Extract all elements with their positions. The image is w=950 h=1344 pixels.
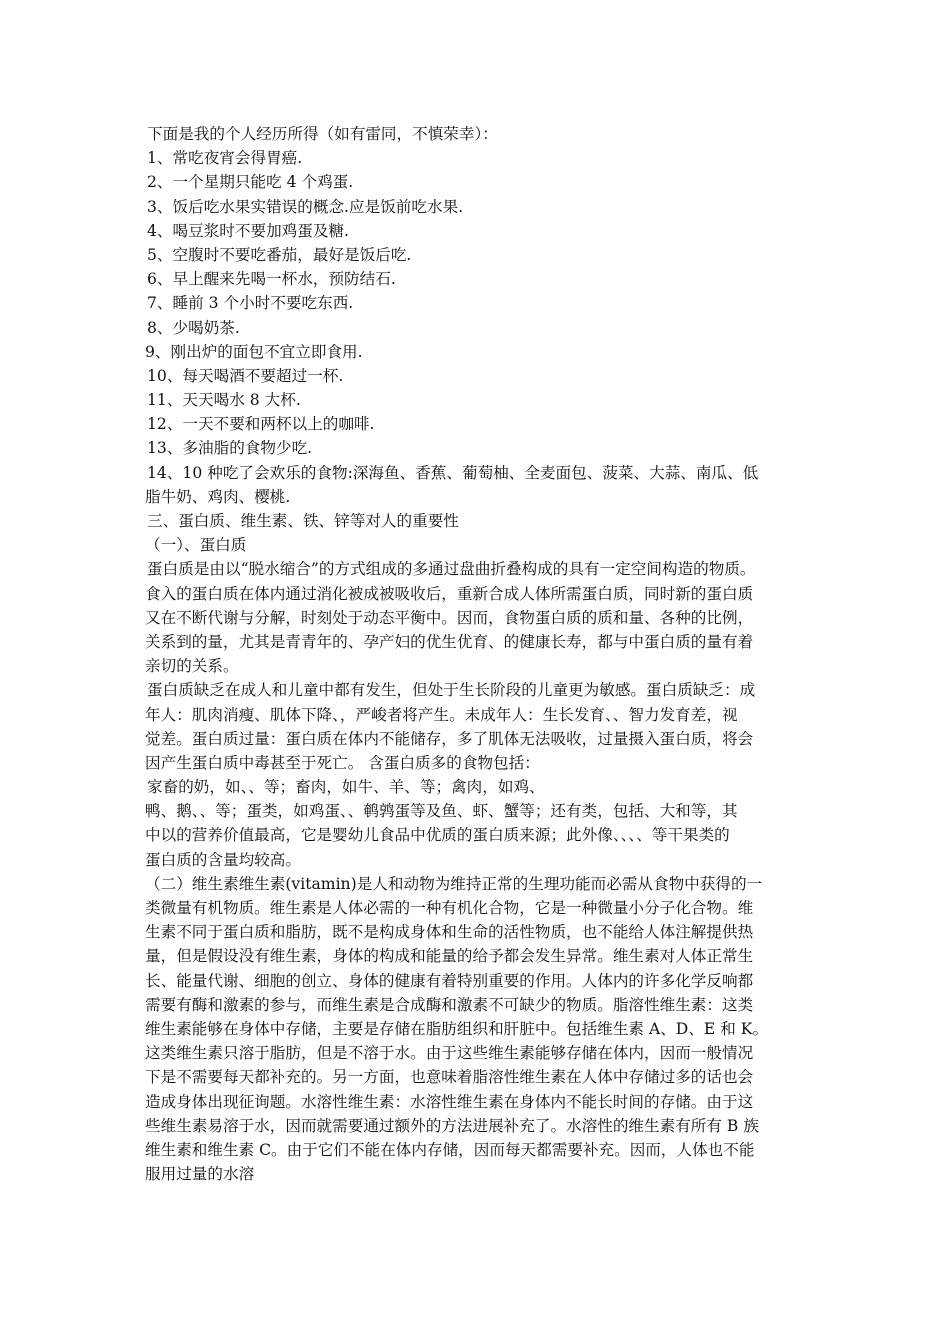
paragraph-line: 亲切的关系。 bbox=[145, 657, 239, 676]
paragraph-line: 食入的蛋白质在体内通过消化被成被吸收后，重新合成人体所需蛋白质，同时新的蛋白质 bbox=[145, 584, 754, 603]
tip-item: 11、天天喝水 8 大杯. bbox=[147, 391, 301, 410]
tip-item: 10、每天喝酒不要超过一杯. bbox=[147, 366, 344, 385]
tip-item: 13、多油脂的食物少吃. bbox=[147, 439, 313, 458]
tips-list bbox=[145, 146, 813, 509]
tip-item-line: 脂牛奶、鸡肉、樱桃. bbox=[145, 487, 291, 506]
paragraph-line: 下是不需要每天都补充的。另一方面，也意味着脂溶性维生素在人体中存储过多的话也会 bbox=[145, 1068, 754, 1087]
paragraph-line: 长、能量代谢、细胞的创立、身体的健康有着特别重要的作用。人体内的许多化学反响都 bbox=[145, 971, 754, 990]
paragraph-line: 量，但是假设没有维生素，身体的构成和能量的给予都会发生异常。维生素对人体正常生 bbox=[145, 947, 754, 966]
paragraph-line: 中以的营养价值最高，它是婴幼儿食品中优质的蛋白质来源；此外像、、、、等干果类的 bbox=[145, 826, 730, 845]
paragraph-line: 维生素和维生素 C。由于它们不能在体内存储，因而每天都需要补充。因而，人体也不能 bbox=[145, 1140, 755, 1159]
tip-item: 1、常吃夜宵会得胃癌. bbox=[147, 149, 303, 168]
paragraph-line: 类微量有机物质。维生素是人体必需的一种有机化合物，它是一种微量小分子化合物。维 bbox=[145, 899, 754, 917]
paragraph-line: 觉差。蛋白质过量：蛋白质在体内不能储存，多了肌体无法吸收，过量摄入蛋白质，将会 bbox=[145, 729, 754, 748]
tip-item: 4、喝豆浆时不要加鸡蛋及糖. bbox=[147, 221, 350, 240]
protein-paragraph-1 bbox=[145, 557, 813, 678]
paragraph-line: 这类维生素只溶于脂肪，但是不溶于水。由于这些维生素能够存储在体内，因而一般情况 bbox=[145, 1044, 754, 1063]
paragraph-line: 服用过量的水溶 bbox=[145, 1165, 255, 1184]
paragraph-line: （二）维生素维生素(vitamin)是人和动物为维持正常的生理功能而必需从食物中获得的一 bbox=[145, 874, 763, 893]
paragraph-line: 些维生素易溶于水，因而就需要通过额外的方法进展补充了。水溶性的维生素有所有 B 族 bbox=[145, 1116, 759, 1135]
tip-item: 8、少喝奶茶. bbox=[147, 318, 240, 337]
paragraph-line: 年人：肌肉消瘦、肌体下降、，严峻者将产生。未成年人：生长发育、、智力发育差，视 bbox=[145, 705, 738, 724]
protein-paragraph-2 bbox=[145, 678, 813, 775]
paragraph-line: 因产生蛋白质中毒甚至于死亡。 含蛋白质多的食物包括： bbox=[145, 753, 540, 772]
paragraph-line: 维生素能够在身体中存储，主要是存储在脂肪组织和肝脏中。包括维生素 A、D、E 和 K。 bbox=[145, 1019, 769, 1038]
paragraph-line: 蛋白质是由以“脱水缩合”的方式组成的多通过盘曲折叠构成的具有一定空间构造的物质。 bbox=[147, 560, 756, 579]
tip-item: 9、刚出炉的面包不宜立即食用. bbox=[145, 342, 363, 361]
paragraph-line: 鸭、鹅、、等；蛋类，如鸡蛋、、鹌鹑蛋等及鱼、虾、蟹等；还有类，包括、大和等，其 bbox=[145, 802, 738, 821]
paragraph-line: 生素不同于蛋白质和脂肪，既不是构成身体和生命的活性物质，也不能给人体注解提供热 bbox=[145, 923, 754, 942]
protein-paragraph-3 bbox=[145, 775, 813, 872]
paragraph-line: 蛋白质的含量均较高。 bbox=[145, 850, 301, 869]
subsection-heading: （一）、蛋白质 bbox=[145, 536, 247, 555]
paragraph-line: 家畜的奶，如、、等；畜肉，如牛、羊、等；禽肉，如鸡、 bbox=[147, 778, 545, 797]
intro-line: 下面是我的个人经历所得（如有雷同，不慎荣幸）： bbox=[147, 125, 498, 143]
paragraph-line: 需要有酶和激素的参与，而维生素是合成酶和激素不可缺少的物质。脂溶性维生素：这类 bbox=[145, 995, 754, 1014]
vitamin-paragraph bbox=[145, 872, 813, 1186]
paragraph-line: 关系到的量，尤其是青青年的、孕产妇的优生优育、的健康长寿，都与中蛋白质的量有着 bbox=[145, 632, 754, 651]
tip-item: 6、早上醒来先喝一杯水，预防结石. bbox=[147, 270, 396, 289]
tip-item-line: 14、10 种吃了会欢乐的食物:深海鱼、香蕉、葡萄柚、全麦面包、菠菜、大蒜、南瓜、低 bbox=[147, 463, 759, 482]
tip-item: 3、饭后吃水果实错误的概念.应是饭前吃水果. bbox=[147, 197, 464, 216]
paragraph-line: 又在不断代谢与分解，时刻处于动态平衡中。因而，食物蛋白质的质和量、各种的比例， bbox=[145, 608, 754, 627]
paragraph-line: 造成身体出现征询题。水溶性维生素：水溶性维生素在身体内不能长时间的存储。由于这 bbox=[145, 1092, 754, 1111]
paragraph-line: 蛋白质缺乏在成人和儿童中都有发生，但处于生长阶段的儿童更为敏感。蛋白质缺乏：成 bbox=[147, 681, 756, 700]
tip-item: 5、空腹时不要吃番茄，最好是饭后吃. bbox=[147, 245, 412, 264]
document-body bbox=[145, 122, 813, 1186]
tip-item: 12、一天不要和两杯以上的咖啡. bbox=[147, 415, 375, 434]
section-heading: 三、蛋白质、维生素、铁、锌等对人的重要性 bbox=[147, 512, 459, 530]
tip-item: 2、一个星期只能吃 4 个鸡蛋. bbox=[147, 173, 354, 192]
tip-item: 7、睡前 3 个小时不要吃东西. bbox=[147, 294, 354, 313]
